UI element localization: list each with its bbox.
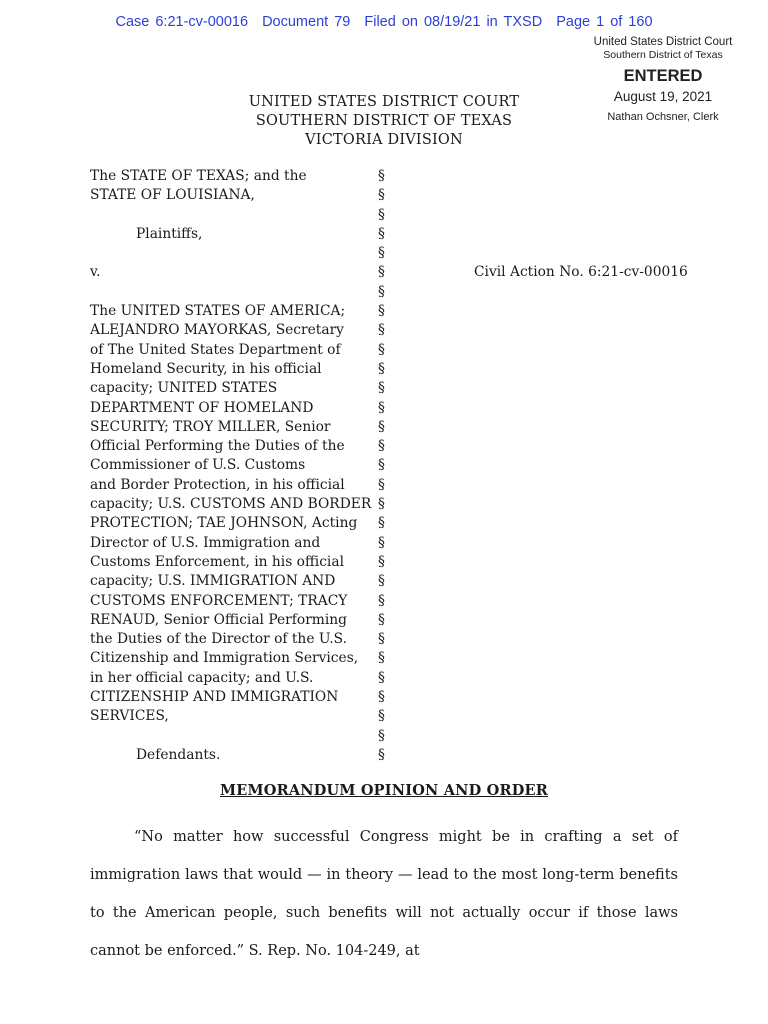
- filing-header: [0, 14, 768, 30]
- section-symbol: §: [378, 380, 385, 397]
- caption-party-line: DEPARTMENT OF HOMELAND: [90, 399, 314, 416]
- caption-party-line: STATE OF LOUISIANA,: [90, 187, 255, 204]
- section-symbol: §: [378, 303, 385, 320]
- section-symbol: §: [378, 669, 385, 686]
- caption-party-line: SERVICES,: [90, 708, 169, 725]
- caption-row: [90, 688, 710, 707]
- page-indicator: Page 1 of 160: [556, 14, 653, 30]
- section-symbol: §: [378, 418, 385, 435]
- caption-row: [90, 572, 710, 591]
- section-symbol: §: [378, 245, 385, 262]
- section-symbol: §: [378, 438, 385, 455]
- caption-party-line: Director of U.S. Immigration and: [90, 534, 321, 551]
- section-symbol: §: [378, 206, 385, 223]
- caption-row: [90, 302, 710, 321]
- caption-party-line: Official Performing the Duties of the: [90, 438, 345, 455]
- filed-info: Filed on 08/19/21 in TXSD: [364, 14, 543, 30]
- caption-party-line: Defendants.: [136, 746, 221, 763]
- section-symbol: §: [378, 573, 385, 590]
- stamp-date: August 19, 2021: [613, 89, 713, 104]
- caption-party-line: The STATE OF TEXAS; and the: [90, 168, 307, 184]
- entered-stamp: [588, 36, 738, 125]
- section-symbol: §: [378, 457, 385, 474]
- caption-party-line: Customs Enforcement, in his official: [90, 553, 344, 570]
- caption-party-line: the Duties of the Director of the U.S.: [90, 631, 347, 648]
- section-symbol: §: [378, 187, 385, 204]
- civil-action-number: Civil Action No. 6:21-cv-00016: [474, 264, 688, 281]
- section-symbol: §: [378, 496, 385, 513]
- caption-row: [90, 707, 710, 726]
- court-heading: [200, 93, 568, 150]
- section-symbol: §: [378, 399, 385, 416]
- section-symbol: §: [378, 727, 385, 744]
- caption-party-line: The UNITED STATES OF AMERICA;: [90, 303, 346, 320]
- caption-party-line: CUSTOMS ENFORCEMENT; TRACY: [90, 592, 348, 609]
- caption-row: [90, 534, 710, 553]
- caption-party-line: ALEJANDRO MAYORKAS, Secretary: [90, 322, 344, 339]
- section-symbol: §: [378, 611, 385, 628]
- stamp-court: United States District Court: [593, 36, 733, 48]
- section-symbol: §: [378, 708, 385, 725]
- document-title: MEMORANDUM OPINION AND ORDER: [219, 782, 549, 799]
- court-district: SOUTHERN DISTRICT OF TEXAS: [255, 113, 513, 129]
- section-symbol: §: [378, 746, 385, 763]
- caption-row: [90, 669, 710, 688]
- caption-party-line: PROTECTION; TAE JOHNSON, Acting: [90, 515, 358, 532]
- caption-row: [90, 225, 710, 244]
- section-symbol: §: [378, 631, 385, 648]
- caption-party-line: CITIZENSHIP AND IMMIGRATION: [90, 689, 339, 706]
- caption-row: [90, 649, 710, 668]
- caption-row: [90, 727, 710, 746]
- caption-row: [90, 437, 710, 456]
- caption-party-line: Citizenship and Immigration Services,: [90, 650, 359, 667]
- caption-row: [90, 186, 710, 205]
- caption-row: [90, 283, 710, 302]
- case-caption: [90, 167, 710, 765]
- section-symbol: §: [378, 225, 385, 242]
- caption-party-line: capacity; U.S. IMMIGRATION AND: [90, 573, 336, 590]
- caption-party-line: capacity; U.S. CUSTOMS AND BORDER: [90, 496, 372, 513]
- section-symbol: §: [378, 553, 385, 570]
- stamp-district: Southern District of Texas: [603, 49, 723, 61]
- caption-row: [90, 399, 710, 418]
- caption-party-line: of The United States Department of: [90, 341, 341, 358]
- caption-party-line: SECURITY; TROY MILLER, Senior: [90, 418, 331, 435]
- caption-party-line: capacity; UNITED STATES: [90, 380, 278, 397]
- stamp-clerk: Nathan Ochsner, Clerk: [607, 111, 719, 123]
- caption-row: [90, 341, 710, 360]
- caption-party-line: v.: [90, 264, 101, 281]
- opening-paragraph: “No matter how successful Congress might be in crafting a set of immigration laws that would — in theory — lead to the most long-term benefits to the American people, such benefits will not actually occur if those laws cannot be enforced.” S. Rep. No. 104-249, at: [90, 829, 678, 959]
- section-symbol: §: [378, 592, 385, 609]
- caption-row: [90, 476, 710, 495]
- caption-row: [90, 379, 710, 398]
- section-symbol: §: [378, 650, 385, 667]
- section-symbol: §: [378, 476, 385, 493]
- caption-row: [90, 611, 710, 630]
- caption-party-line: Plaintiffs,: [136, 225, 203, 242]
- caption-party-line: in her official capacity; and U.S.: [90, 669, 314, 686]
- section-symbol: §: [378, 360, 385, 377]
- caption-party-line: RENAUD, Senior Official Performing: [90, 611, 348, 628]
- section-symbol: §: [378, 283, 385, 300]
- section-symbol: §: [378, 264, 385, 281]
- court-division: VICTORIA DIVISION: [305, 132, 463, 148]
- caption-row: [90, 418, 710, 437]
- caption-row: [90, 630, 710, 649]
- stamp-status: ENTERED: [623, 67, 703, 85]
- court-name: UNITED STATES DISTRICT COURT: [248, 94, 520, 110]
- section-symbol: §: [378, 322, 385, 339]
- caption-row: [90, 321, 710, 340]
- caption-row: [90, 206, 710, 225]
- section-symbol: §: [378, 689, 385, 706]
- caption-row: [90, 244, 710, 263]
- caption-row: [90, 360, 710, 379]
- caption-row: [90, 167, 710, 186]
- caption-row: [90, 495, 710, 514]
- section-symbol: §: [378, 168, 385, 184]
- caption-party-line: and Border Protection, in his official: [90, 476, 345, 493]
- section-symbol: §: [378, 341, 385, 358]
- caption-row: [90, 592, 710, 611]
- caption-party-line: Homeland Security, in his official: [90, 360, 322, 377]
- caption-row: [90, 746, 710, 765]
- caption-row: [90, 514, 710, 533]
- document-number: Document 79: [262, 14, 351, 30]
- caption-party-line: Commissioner of U.S. Customs: [90, 457, 306, 474]
- case-number: Case 6:21-cv-00016: [115, 14, 249, 30]
- section-symbol: §: [378, 515, 385, 532]
- caption-row: [90, 553, 710, 572]
- caption-row: [90, 263, 710, 282]
- section-symbol: §: [378, 534, 385, 551]
- caption-row: [90, 456, 710, 475]
